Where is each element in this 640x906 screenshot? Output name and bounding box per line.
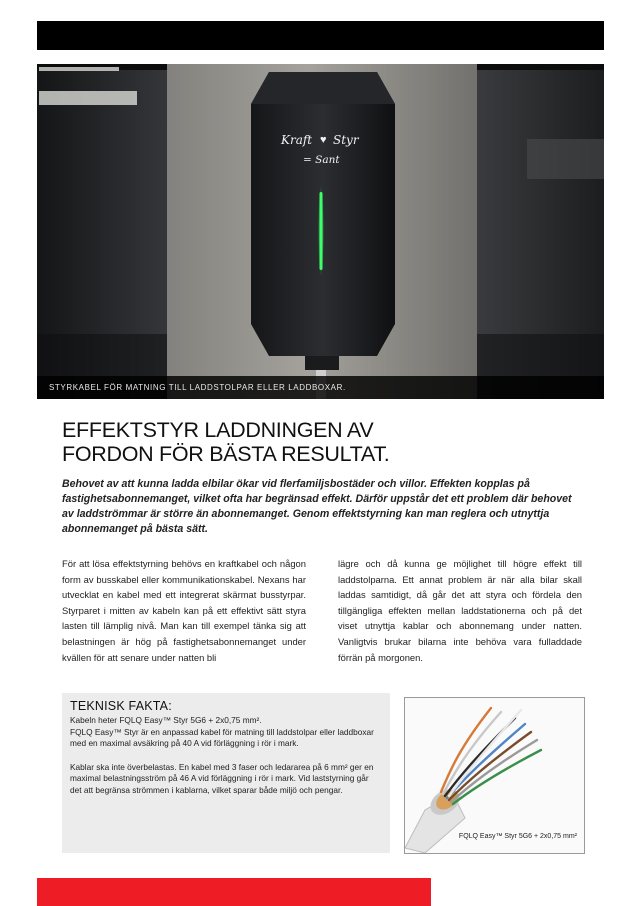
charging-box-photo — [37, 64, 604, 399]
hero-caption: STYRKABEL FÖR MATNING TILL LADDSTOLPAR ELLER LADDBOXAR. — [37, 376, 604, 399]
facts-paragraph: Kabeln heter FQLQ Easy™ Styr 5G6 + 2x0,75 mm². — [70, 715, 262, 725]
ceiling-light-icon — [39, 67, 119, 71]
ceiling-light-icon — [39, 91, 137, 105]
facts-title: TEKNISK FAKTA: — [70, 699, 172, 713]
top-black-bar — [37, 21, 604, 50]
heart-icon: ♥ — [320, 134, 327, 146]
cable-photo-caption: FQLQ Easy™ Styr 5G6 + 2x0,75 mm² — [458, 833, 577, 840]
technical-facts-box — [62, 693, 390, 853]
body-column-1: För att lösa effektstyrning behövs en kraftkabel och någon form av busskabel eller kommunikationskabel. Nexans har utvecklat en kabel med ett integrerat skärmat busstyrpar. Styrparet i mitten av kabeln kan på ett effektivt sätt styra lasten till lämplig nivå. Man kan till exempel tänka sig att belastningen är hög på fastighetsabonnemanget under kvällen för att senare under natten bli — [62, 558, 306, 663]
body-column-2: lägre och då kunna ge möjlighet till högre effekt till laddstolparna. Ett annat problem är när alla bilar skall laddas samtidigt, då går det att styra och fördela den tillgängliga effekten mellan laddstationerna och på det viset utnyttja kablar och abonnemang under natten. Vanligtvis brukar bilarna inte behöva vara fulladdade förrän på morgonen. — [338, 558, 582, 663]
article-headline: EFFEKTSTYR LADDNINGEN AV FORDON FÖR BÄSTA RESULTAT. — [62, 418, 390, 466]
facts-paragraph: Kablar ska inte överbelastas. En kabel med 3 faser och ledararea på 6 mm² ger en maximal belastningsström på 46 A vid förläggning i rör i mark. Vid laststyrning går det att begränsa strömmen i kablarna, vilket sparar både miljö och pengar. — [70, 761, 374, 795]
device-text-styr: Styr — [333, 133, 359, 147]
article-lead: Behovet av att kunna ladda elbilar ökar vid flerfamiljsbostäder och villor. Effekten kopplas på fastighetsabonnemanget, vilket ofta har begränsad effekt. Därför uppstår det ett problem där behovet av laddströmmar är större än abonnemanget. Genom effektstyrning kan man reglera och utnyttja abonnemanget på bästa sätt. — [62, 478, 572, 535]
hero-photo — [37, 64, 604, 399]
device-text-kraft: Kraft — [281, 133, 313, 147]
device-text-sant: = Sant — [303, 154, 340, 166]
cable-photo — [404, 697, 585, 854]
bottom-red-bar — [37, 878, 431, 906]
facts-paragraph: FQLQ Easy™ Styr är en anpassad kabel för matning till laddstolpar eller laddboxar med en maximal avsäkring på 40 A vid förläggning i rör i mark. — [70, 726, 374, 749]
status-light — [320, 192, 323, 270]
cable-illustration — [405, 698, 584, 853]
